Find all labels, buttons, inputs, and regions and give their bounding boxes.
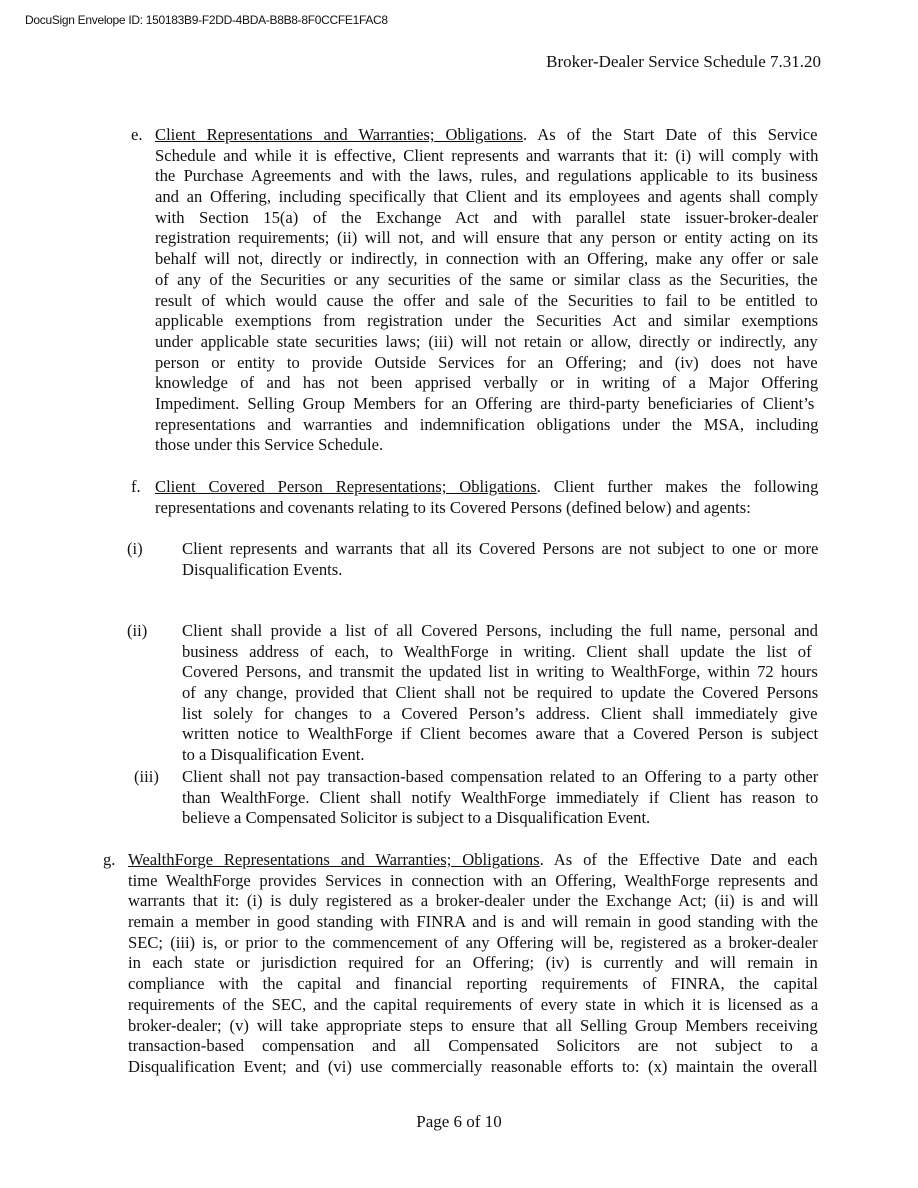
text-line [155,187,818,208]
text-line [155,311,818,332]
section-label: g. [103,850,116,869]
line-text: Client represents and warrants that all its Covered Persons are not subject to one or more [182,539,819,558]
line-text: person or entity to provide Outside Services for an Offering; and (iv) does not have [155,352,818,372]
line-text: Disqualification Event; and (vi) use commercially reasonable efforts to: (x) maintain the overall [128,1056,818,1076]
text-line [182,788,818,809]
text-line [155,415,818,436]
line-text: to a Disqualification Event. [182,745,365,765]
section-label: (i) [127,539,143,558]
line-text: applicable exemptions from registration under the Securities Act and similar exemptions [155,311,819,331]
line-text: . As of the Effective Date and each [539,850,818,869]
line-text: knowledge of and has not been apprised verbally or in writing of a Major Offering [155,373,819,393]
text-line [128,1016,818,1037]
line-text: believe a Compensated Solicitor is subject to a Disqualification Event. [182,808,651,828]
text-line [182,745,818,766]
text-line [155,373,818,394]
line-text: representations and warranties and indemnification obligations under the MSA, including [155,414,819,434]
line-text: Impediment. Selling Group Members for an Offering are third-party beneficiaries of Client’s [155,393,815,413]
line-text: result of which would cause the offer and sale of the Securities to fail to be entitled to [155,290,818,310]
section-heading: WealthForge Representations and Warranties; Obligations [128,850,540,869]
line-text: those under this Service Schedule. [155,435,384,455]
text-line [182,539,818,560]
text-line [128,1057,818,1078]
line-text: compliance with the capital and financial reporting requirements of FINRA, the capital [128,974,818,994]
line-text: Client shall provide a list of all Covered Persons, including the full name, personal and [182,621,818,640]
section-label: f. [131,477,141,496]
text-line [155,166,818,187]
section-f [155,477,818,518]
text-line [128,891,818,912]
section-label: (ii) [127,621,148,640]
line-text: remain a member in good standing with FINRA and is and will remain in good standing with the [128,912,818,932]
section-heading: Client Covered Person Representations; Obligations [155,477,537,496]
text-line [128,995,818,1016]
text-line [182,808,818,829]
section-f-iii [182,767,818,829]
line-text: broker-dealer; (v) will take appropriate steps to ensure that all Selling Group Members receiving [128,1015,818,1035]
line-text: of any change, provided that Client shall not be required to update the Covered Persons [182,683,819,703]
text-line [155,146,818,167]
text-line [182,704,818,725]
section-g [128,850,818,1078]
line-text: in each state or jurisdiction required for an Offering; (iv) is currently and will remain in [128,953,818,973]
line-text: of any of the Securities or any securities of the same or similar class as the Securities, the [155,269,818,289]
text-line [155,394,818,415]
text-line [155,477,818,498]
text-line [155,208,818,229]
line-text: . Client further makes the following [536,477,819,496]
text-line [155,498,818,519]
line-text: Disqualification Events. [182,559,343,579]
line-text: representations and covenants relating to its Covered Persons (defined below) and agents: [155,497,751,517]
line-text: written notice to WealthForge if Client becomes aware that a Covered Person is subject [182,724,819,744]
document-header: Broker-Dealer Service Schedule 7.31.20 [546,52,821,71]
line-text: registration requirements; (ii) will not, and will ensure that any person or entity acting on its [155,228,819,248]
text-line [128,871,818,892]
text-line [128,1036,818,1057]
text-line [155,270,818,291]
line-text: time WealthForge provides Services in connection with an Offering, WealthForge represents and [128,870,818,890]
line-text: . As of the Start Date of this Service [522,125,818,144]
line-text: under applicable state securities laws; (iii) will not retain or allow, directly or indirectly, any [155,331,818,351]
section-f-ii [182,621,818,766]
line-text: behalf will not, directly or indirectly, in connection with an Offering, make any offer or sale [155,249,819,269]
line-text: SEC; (iii) is, or prior to the commencement of any Offering will be, registered as a broker-dealer [128,932,818,952]
text-line [182,621,818,642]
line-text: than WealthForge. Client shall notify WealthForge immediately if Client has reason to [182,787,819,807]
line-text: warrants that it: (i) is duly registered as a broker-dealer under the Exchange Act; (ii) is and will [128,891,819,911]
docusign-envelope-id: DocuSign Envelope ID: 150183B9-F2DD-4BDA-B8B8-8F0CCFE1FAC8 [25,13,388,27]
line-text: requirements of the SEC, and the capital requirements of every state in which it is licensed as a [128,994,819,1014]
text-line [128,933,818,954]
text-line [155,332,818,353]
line-text: Schedule and while it is effective, Client represents and warrants that it: (i) will comply with [155,145,819,165]
text-line [182,683,818,704]
line-text: list solely for changes to a Covered Person’s address. Client shall immediately give [182,703,818,723]
text-line [128,912,818,933]
text-line [128,974,818,995]
section-heading: Client Representations and Warranties; Obligations [155,125,523,144]
text-line [155,291,818,312]
text-line [182,724,818,745]
text-line [128,850,818,871]
text-line [155,435,818,456]
text-line [155,125,818,146]
text-line [155,353,818,374]
line-text: transaction-based compensation and all Compensated Solicitors are not subject to a [128,1036,818,1056]
line-text: and an Offering, including specifically that Client and its employees and agents shall comply [155,187,819,207]
text-line [182,662,818,683]
line-text: with Section 15(a) of the Exchange Act and with parallel state issuer-broker-dealer [155,207,819,227]
text-line [182,767,818,788]
line-text: the Purchase Agreements and with the laws, rules, and regulations applicable to its business [155,166,818,186]
text-line [128,953,818,974]
line-text: Client shall not pay transaction-based compensation related to an Offering to a party other [182,767,819,786]
line-text: business address of each, to WealthForge in writing. Client shall update the list of [182,641,812,661]
text-line [155,249,818,270]
text-line [182,560,818,581]
section-f-i [182,539,818,580]
section-label: (iii) [134,767,159,786]
text-line [182,642,818,663]
text-line [155,228,818,249]
line-text: Covered Persons, and transmit the updated list in writing to WealthForge, within 72 hours [182,662,818,682]
page-number: Page 6 of 10 [416,1112,502,1131]
section-e [155,125,818,456]
section-label: e. [131,125,143,144]
